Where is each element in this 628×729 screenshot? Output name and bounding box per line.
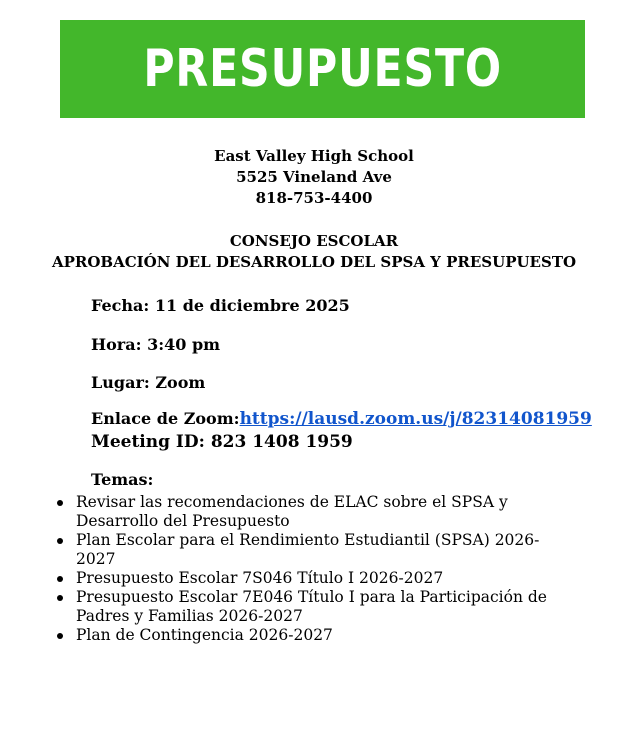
council-name: CONSEJO ESCOLAR bbox=[229, 232, 399, 250]
bullet-icon bbox=[57, 595, 63, 601]
bullet-icon bbox=[57, 633, 63, 639]
zoom-line bbox=[91, 409, 592, 429]
school-phone: 818-753-4400 bbox=[255, 189, 373, 207]
meeting-subject: APROBACIÓN DEL DESARROLLO DEL SPSA Y PRESUPUESTO bbox=[51, 253, 577, 271]
bullet-icon bbox=[57, 576, 63, 582]
list-item: Plan Escolar para el Rendimiento Estudiantil (SPSA) 2026-2027 bbox=[57, 531, 577, 569]
meeting-time: Hora: 3:40 pm bbox=[91, 335, 221, 354]
bullet-icon bbox=[57, 538, 63, 544]
meeting-date: Fecha: 11 de diciembre 2025 bbox=[91, 296, 350, 315]
zoom-link[interactable]: https://lausd.zoom.us/j/82314081959 bbox=[239, 409, 592, 429]
school-name: East Valley High School bbox=[214, 147, 414, 165]
meeting-id: Meeting ID: 823 1408 1959 bbox=[91, 432, 353, 452]
zoom-label: Enlace de Zoom: bbox=[91, 409, 240, 428]
list-item: Presupuesto Escolar 7S046 Título I 2026-2027 bbox=[57, 569, 577, 588]
topics-heading: Temas: bbox=[91, 470, 154, 489]
meeting-heading bbox=[0, 231, 628, 273]
school-info bbox=[0, 146, 628, 209]
topics-list bbox=[57, 493, 577, 645]
list-item: Presupuesto Escolar 7E046 Título I para la Participación de Padres y Familias 2026-2027 bbox=[57, 588, 577, 626]
meeting-place: Lugar: Zoom bbox=[91, 373, 206, 392]
school-address: 5525 Vineland Ave bbox=[236, 168, 392, 186]
bullet-icon bbox=[57, 500, 63, 506]
banner-title: PRESUPUESTO bbox=[143, 39, 502, 99]
title-banner bbox=[60, 20, 585, 118]
list-item: Plan de Contingencia 2026-2027 bbox=[57, 626, 577, 645]
list-item: Revisar las recomendaciones de ELAC sobre el SPSA y Desarrollo del Presupuesto bbox=[57, 493, 577, 531]
